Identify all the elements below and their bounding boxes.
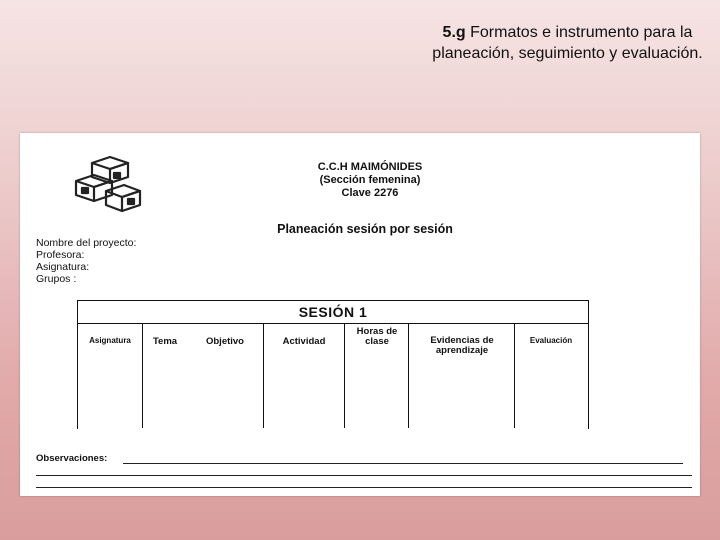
form-subtitle: Planeación sesión por sesión — [277, 222, 453, 236]
column-topic-objective — [142, 324, 263, 428]
field-project-name: Nombre del proyecto: — [36, 237, 137, 249]
planning-form-document — [20, 133, 700, 496]
session-table — [77, 300, 589, 429]
column-header-evidence: Evidencias de aprendizaje — [430, 335, 494, 356]
column-evaluation — [514, 324, 587, 428]
observations-line-3 — [36, 487, 692, 488]
column-activity — [263, 324, 344, 428]
column-class-hours — [344, 324, 408, 428]
school-code: Clave 2276 — [341, 187, 399, 199]
field-subject: Asignatura: — [36, 261, 90, 273]
session-title: SESIÓN 1 — [78, 301, 588, 324]
form-fields — [36, 237, 136, 285]
observations-line-2 — [36, 475, 692, 476]
school-logo-icon — [70, 155, 142, 215]
column-header-topic: Tema — [152, 336, 178, 347]
column-header-activity: Actividad — [282, 336, 326, 347]
column-header-class-hours: Horas de clase — [356, 326, 398, 347]
school-name: C.C.H MAIMÓNIDES — [317, 161, 423, 173]
school-section: (Sección femenina) — [319, 174, 421, 186]
observations-line-1 — [123, 463, 683, 464]
column-subject — [78, 324, 142, 428]
column-header-evaluation: Evaluación — [529, 336, 573, 345]
observations-label: Observaciones: — [36, 453, 108, 464]
column-evidence — [408, 324, 515, 428]
school-header — [290, 161, 450, 200]
slide-title-text: Formatos e instrumento para la planeación, seguimiento y evaluación. — [432, 24, 703, 62]
session-columns — [78, 324, 588, 428]
column-header-subject: Asignatura — [89, 336, 131, 345]
slide-title-number: 5.g — [442, 24, 466, 41]
field-groups: Grupos : — [36, 273, 77, 285]
column-header-objective: Objetivo — [205, 336, 244, 347]
field-teacher: Profesora: — [36, 249, 85, 261]
slide-title — [430, 22, 705, 64]
